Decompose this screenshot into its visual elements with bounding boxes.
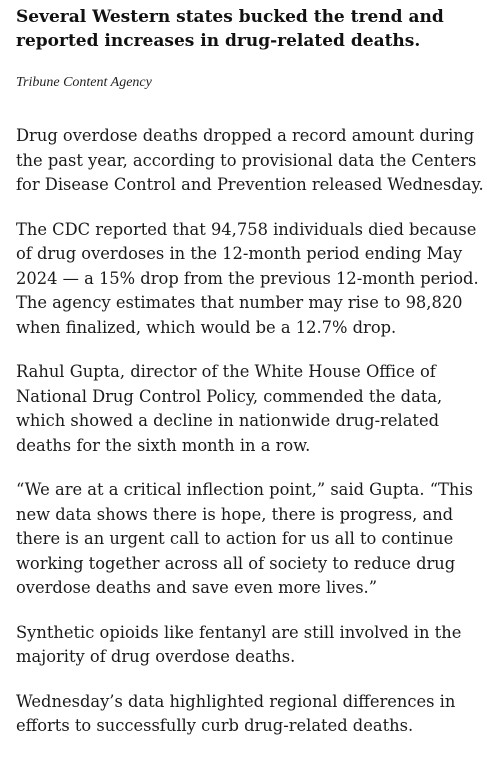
- paragraph-line: Rahul Gupta, director of the White House Office of: [16, 362, 436, 381]
- paragraph-line: “We are at a critical inflection point,” said Gupta. “This: [16, 480, 473, 499]
- paragraph-6: [16, 690, 487, 739]
- paragraph-line: efforts to successfully curb drug-related deaths.: [16, 716, 414, 735]
- paragraph-line: Drug overdose deaths dropped a record amount during: [16, 126, 475, 145]
- paragraph-line: working together across all of society to reduce drug: [16, 553, 456, 573]
- paragraph-line: when finalized, which would be a 12.7% drop.: [16, 317, 397, 337]
- paragraph-line: for Disease Control and Prevention released Wednesday.: [16, 175, 484, 194]
- paragraph-line: deaths for the sixth month in a row.: [16, 435, 311, 455]
- paragraph-line: Wednesday’s data highlighted regional differences in: [16, 691, 456, 711]
- headline-line: reported increases in drug-related deaths.: [16, 31, 421, 51]
- paragraph-2: [16, 218, 487, 341]
- paragraph-line: majority of drug overdose deaths.: [16, 647, 296, 666]
- paragraph-line: 2024 — a 15% drop from the previous 12-month period.: [16, 268, 479, 288]
- byline: Tribune Content Agency: [16, 75, 152, 90]
- paragraph-4: [16, 478, 487, 601]
- paragraph-3: [16, 360, 487, 458]
- headline-line: Several Western states bucked the trend and: [16, 7, 444, 27]
- article: [16, 0, 487, 739]
- paragraph-1: [16, 124, 487, 198]
- paragraph-line: new data shows there is hope, there is progress, and: [16, 504, 454, 524]
- paragraph-line: The CDC reported that 94,758 individuals died because: [16, 219, 477, 239]
- paragraph-line: overdose deaths and save even more lives.”: [16, 578, 378, 597]
- article-headline: [16, 5, 456, 53]
- paragraph-5: [16, 621, 487, 670]
- paragraph-line: The agency estimates that number may rise to 98,820: [16, 293, 463, 312]
- paragraph-line: which showed a decline in nationwide drug-related: [16, 411, 440, 430]
- paragraph-line: National Drug Control Policy, commended the data,: [16, 386, 443, 406]
- paragraph-line: of drug overdoses in the 12-month period ending May: [16, 244, 463, 263]
- paragraph-line: there is an urgent call to action for us all to continue: [16, 529, 454, 548]
- paragraph-line: the past year, according to provisional data the Centers: [16, 150, 477, 170]
- paragraph-line: Synthetic opioids like fentanyl are still involved in the: [16, 622, 462, 642]
